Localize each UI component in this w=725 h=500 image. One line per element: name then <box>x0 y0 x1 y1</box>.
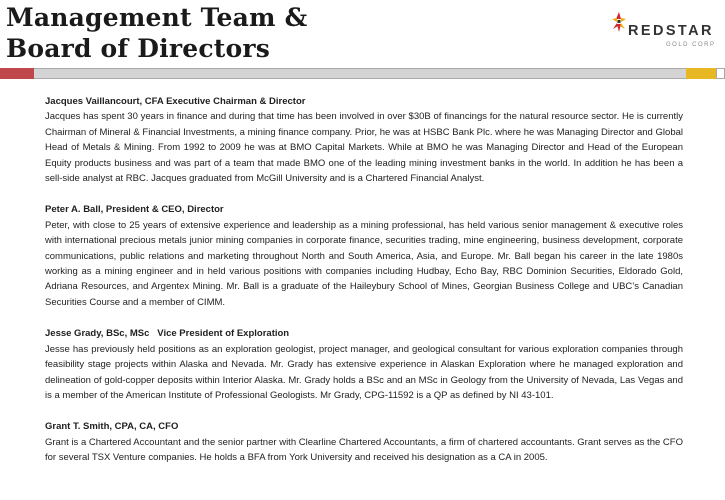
bio-name: Jesse Grady, BSc, MSc Vice President of Exploration <box>45 328 290 340</box>
bio-name: Peter A. Ball, President & CEO, Director <box>45 204 224 216</box>
bio-grant-smith <box>45 419 683 465</box>
bio-jesse-grady <box>45 326 683 403</box>
redstar-logo <box>610 10 722 54</box>
bio-name: Grant T. Smith, CPA, CA, CFO <box>45 421 179 433</box>
bio-jacques-vaillancourt <box>45 94 683 186</box>
page-title <box>6 2 307 64</box>
divider-gray-segment <box>34 68 686 79</box>
header-divider-bar <box>0 68 725 79</box>
bio-name: Jacques Vaillancourt, CFA Executive Chairman & Director <box>45 96 306 107</box>
bio-text: Grant is a Chartered Accountant and the senior partner with Clearline Chartered Accountants, a firm of chartered accountants. Grant serves as the CFO for several TSX Venture companies. He holds a BFA from York University and received his designation as a CA in 2005. <box>45 436 683 464</box>
page-title-line-1: Management Team & <box>6 3 308 32</box>
bio-peter-ball <box>45 202 683 310</box>
bio-text: Jesse has previously held positions as an exploration geologist, project manager, and geological consultant for various exploration companies through feasibility stage projects within Alaska and Nevada. Mr. Grady has extensive experience in Alaskan Exploration where he managed exploration and delineation of gold-copper deposits within Interior Alaska. Mr. Grady holds a BSc and an MSc in Geology from the University of Nevada, Las Vegas and is a member of the American Institute of Professional Geologists. Mr Grady, CPG-11592 is a QP as defined by NI 43-101. <box>45 343 683 401</box>
bio-text: Peter, with close to 25 years of extensive experience and leadership as a mining professional, has held various senior management & executive roles with international precious metals junior mining companies in corporate finance, securities trading, mine engineering, business development, corporate communications, public relations and marketing throughout North and South America, Asia, and Europe. Mr. Ball began his career in the late 1980s working as a mining engineer and in held various positions with companies including Hudbay, Echo Bay, RBC Dominion Securities, Eldorado Gold, Adriana Resources, and Argentex Mining. Mr. Ball is a graduate of the Haileybury School of Mines, Georgian Business College and UBC’s Canadian Securities Course and a member of CIMM. <box>45 219 683 308</box>
divider-red-segment <box>0 68 34 79</box>
redstar-star-icon <box>610 10 628 40</box>
logo-wordmark: REDSTAR <box>628 23 714 39</box>
divider-end-segment <box>716 68 725 79</box>
bios-section <box>45 94 683 482</box>
bio-text: Jacques has spent 30 years in finance and during that time has been involved in over $30B of financings for the natural resource sector. He is currently Chairman of Mineral & Financial Investments, a mining finance company. Prior, he was at HSBC Bank Plc. where he was Managing Director and Global Head of Metals & Mining. From 1992 to 2009 he was at BMO Capital Markets. While at BMO he was Managing Director and Head of the European Equity products business and was part of a team that made BMO one of the leading mining investment banks in the world. In addition he has been a sell-side analyst at RBC. Jacques graduated from McGill University and is a Chartered Financial Analyst. <box>45 111 683 185</box>
logo-subtitle: GOLD CORP <box>666 42 716 48</box>
page-title-line-2: Board of Directors <box>6 34 271 63</box>
divider-gold-segment <box>686 68 716 79</box>
